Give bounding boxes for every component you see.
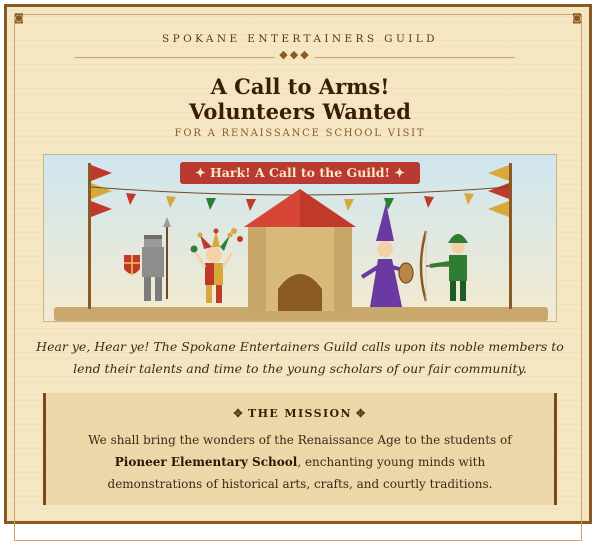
mission-box [43,393,557,505]
corner-ornament-icon: ◙ [14,13,24,24]
fleur-icon: ✥ [355,407,367,420]
ornament-divider [55,48,535,63]
mission-text-after: , enchanting young minds with demonstrations of historical arts, crafts, and courtly traditions. [107,455,493,491]
banner-sign [180,162,420,184]
page-subtitle: FOR A RENAISSANCE SCHOOL VISIT [174,128,426,139]
renaissance-illustration [43,154,557,322]
divider-line [315,57,515,58]
mission-text-before: We shall bring the wonders of the Renaissance Age to the students of [88,433,512,447]
corner-ornament-icon: ◙ [572,13,582,24]
mission-heading [46,407,554,420]
fleur-icon: ✥ [233,407,245,420]
intro-paragraph: Hear ye, Hear ye! The Spokane Entertainers Guild calls upon its noble members to lend their talents and time to the young scholars of our fair community. [36,339,564,376]
school-name: Pioneer Elementary School [114,455,298,469]
diamond-ornament-icon: ◆◆◆ [279,48,311,61]
mission-text [68,429,532,495]
banner-sign-text: ✦ Hark! A Call to the Guild! ✦ [195,165,405,180]
mission-heading-label: THE MISSION [248,407,352,420]
page-title-line2: Volunteers Wanted [189,99,411,124]
page-title: A Call to Arms! [210,74,390,99]
guild-name: SPOKANE ENTERTAINERS GUILD [162,33,438,45]
